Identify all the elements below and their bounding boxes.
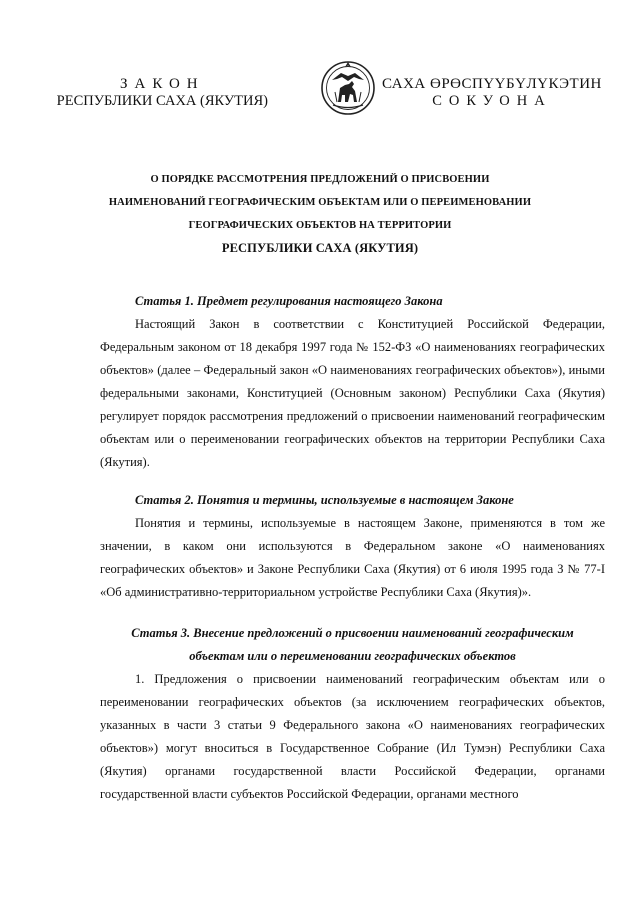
header-republic-name: РЕСПУБЛИКИ САХА (ЯКУТИЯ): [56, 93, 268, 109]
title-line: РЕСПУБЛИКИ САХА (ЯКУТИЯ): [221, 241, 419, 255]
article-text: Настоящий Закон в соответствии с Конституцией Российской Федерации, Федеральным законом от 18 декабря 1997 года № 152-ФЗ «О наименованиях географических объектов» (далее – Федеральный закон «О наименованиях географических объектов»), иными федеральными законами, Конституцией (Основным законом) Республики Саха (Якутия) регулирует порядок рассмотрения предложений о присвоении наименований географическим объектам или о переименовании географических объектов на территории Республики Саха (Якутия).: [100, 317, 605, 469]
header-left: [57, 76, 268, 110]
header-law-word: ЗАКОН: [120, 76, 205, 92]
title-line: О ПОРЯДКЕ РАССМОТРЕНИЯ ПРЕДЛОЖЕНИЙ О ПРИСВОЕНИИ: [150, 174, 490, 185]
article-3: [100, 622, 605, 806]
article-text: Понятия и термины, используемые в настоящем Законе, применяются в том же значении, в каком они используются в Федеральном законе «О наименованиях географических объектов» и Законе Республики Саха (Якутия) от 6 июля 1995 года З № 77-I «Об административно-территориальном устройстве Республики Саха (Якутия)».: [100, 516, 605, 599]
title-line: ГЕОГРАФИЧЕСКИХ ОБЪЕКТОВ НА ТЕРРИТОРИИ: [188, 220, 452, 231]
header-republic-name-sakha: САХА ӨРӨСПҮҮБҮЛҮКЭТИН: [382, 76, 602, 92]
title-line: НАИМЕНОВАНИЙ ГЕОГРАФИЧЕСКИМ ОБЪЕКТАМ ИЛИ О ПЕРЕИМЕНОВАНИИ: [108, 197, 532, 208]
coat-of-arms-icon: [321, 58, 375, 118]
article-2: [100, 489, 605, 604]
article-heading: Статья 2. Понятия и термины, используемые в настоящем Законе: [135, 493, 514, 507]
header-right: [382, 76, 602, 110]
article-heading: Статья 3. Внесение предложений о присвоении наименований географическим: [131, 626, 574, 640]
document-header: [0, 58, 640, 128]
article-heading: Статья 1. Предмет регулирования настоящего Закона: [135, 294, 443, 308]
article-1: [100, 290, 605, 474]
article-text: 1. Предложения о присвоении наименований географическим объектам или о переименовании географических объектов (за исключением географических объектов, указанных в части 3 статьи 9 Федерального закона «О наименованиях географических объектов») могут вноситься в Государственное Собрание (Ил Тумэн) Республики Саха (Якутия) органами государственной власти Российской Федерации, органами государственной власти субъектов Российской Федерации, органами местного: [100, 672, 605, 801]
header-law-word-sakha: СОКУОНА: [432, 93, 552, 109]
document-title: [0, 168, 640, 260]
article-heading-continued: объектам или о переименовании географических объектов: [189, 649, 516, 663]
